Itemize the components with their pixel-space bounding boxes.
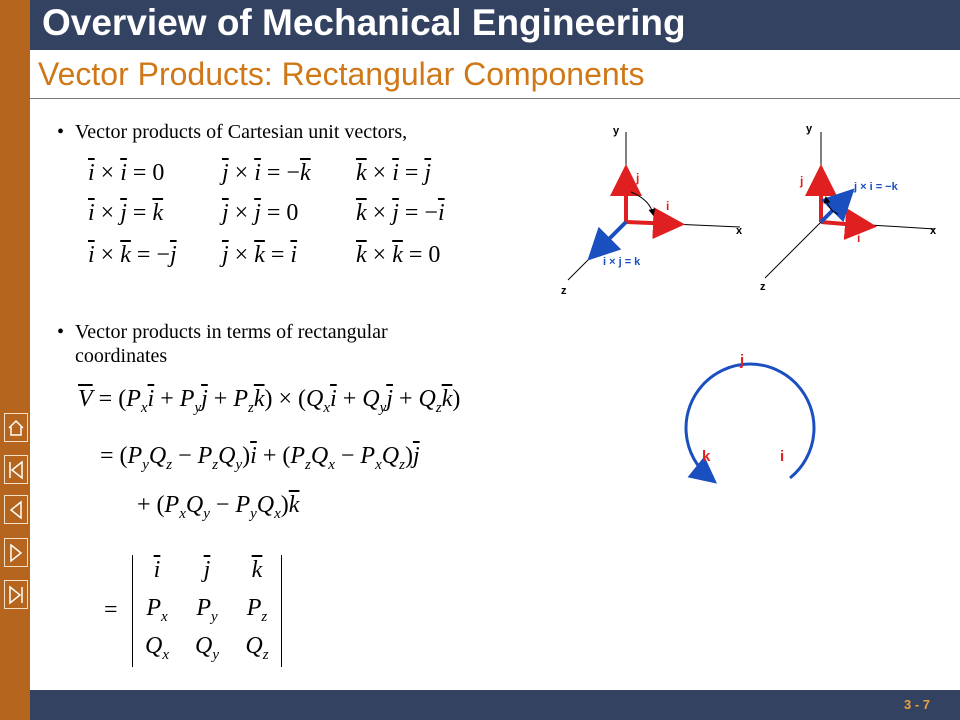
bullet-2 [57,320,505,368]
home-button[interactable] [4,413,28,442]
footer-bar [30,690,960,720]
home-icon [7,419,25,437]
right-x-label: x [930,225,937,237]
right-i-label: i [857,231,861,245]
page-number: 3 - 7 [903,697,930,712]
prev-icon [7,499,25,521]
det-cell-px: $P_x$ [146,595,168,625]
diagram-j-cross-i [750,110,950,300]
sidebar [0,0,30,720]
slide-title: Overview of Mechanical Engineering [42,2,686,43]
det-cell-i: $\overline{i}$ [153,557,161,583]
bullet-dot: • [57,121,65,143]
equation-expansion-2: + $(P_xQ_y - P_yQ_x)\overline{k}$ [137,492,300,522]
last-slide-button[interactable] [4,580,28,609]
first-icon [7,459,25,481]
product-i-cross-k: $\overline{i} \times \overline{k} = -\overline{j}$ [88,242,177,268]
next-icon [7,542,25,564]
first-slide-button[interactable] [4,455,28,484]
diagram-i-cross-j [555,110,755,300]
prev-slide-button[interactable] [4,495,28,524]
last-icon [7,584,25,606]
bullet-2-line-2: coordinates [75,345,168,367]
circle-j-label: j [740,352,745,369]
left-x-label: x [736,225,743,237]
equation-v-product: $\overline{V} = (P_x\overline{i} + P_y\overline{j} + P_z\overline{k}) \times (Q_x\overline{i} + Q_y\overline{j} + Q_z\overline{k})$ [78,386,461,416]
left-result-label: i × j = k [603,256,641,268]
product-k-cross-k: $\overline{k} \times \overline{k} = 0$ [356,242,441,268]
det-cell-k: $\overline{k}$ [251,557,263,583]
det-cell-pz: $P_z$ [246,595,268,625]
product-k-cross-i: $\overline{k} \times \overline{i} = \overline{j}$ [356,160,432,186]
product-i-cross-i: $\overline{i} \times \overline{i} = 0$ [88,160,165,186]
neg-k-vector [821,194,849,222]
next-slide-button[interactable] [4,538,28,567]
product-k-cross-j: $\overline{k} \times \overline{j} = -\overline{i}$ [356,200,445,226]
left-y-label: y [613,125,620,137]
product-j-cross-k: $\overline{j} \times \overline{k} = \overline{i}$ [222,242,298,268]
circle-i-label: i [780,448,785,465]
det-cell-qx: $Q_x$ [144,633,169,663]
bullet-1-text: Vector products of Cartesian unit vectors, [75,121,408,143]
determinant-matrix [132,555,282,667]
right-j-label: j [800,174,804,188]
left-z-label: z [561,285,567,297]
i-vector [626,222,677,224]
det-cell-py: $P_y$ [196,595,218,625]
determinant-equals: = [104,597,118,623]
k-vector [593,222,626,255]
equation-expansion-1: = $(P_yQ_z - P_zQ_y)\overline{i} + (P_zQ_x - P_xQ_z)\overline{j}$ [100,443,420,473]
det-cell-j: $\overline{j}$ [203,557,211,583]
right-result-label: j × i = −k [854,181,898,193]
left-j-label: j [636,171,640,185]
bullet-1 [57,120,408,144]
product-j-cross-j: $\overline{j} \times \overline{j} = 0$ [222,200,299,226]
circle-k-label: k [702,448,711,465]
bullet-dot: • [57,321,65,343]
left-i-label: i [666,199,670,213]
slide-subtitle: Vector Products: Rectangular Components [38,56,645,92]
right-z-label: z [760,281,766,293]
bullet-2-line-1: Vector products in terms of rectangular [75,321,388,343]
cyclic-order-diagram [660,335,840,495]
product-j-cross-i: $\overline{j} \times \overline{i} = -\overline{k}$ [222,160,311,186]
product-i-cross-j: $\overline{i} \times \overline{j} = \overline{k}$ [88,200,164,226]
i-vector [821,222,869,226]
det-cell-qy: $Q_y$ [194,633,219,663]
det-cell-qz: $Q_z$ [245,633,269,663]
right-y-label: y [806,123,813,135]
